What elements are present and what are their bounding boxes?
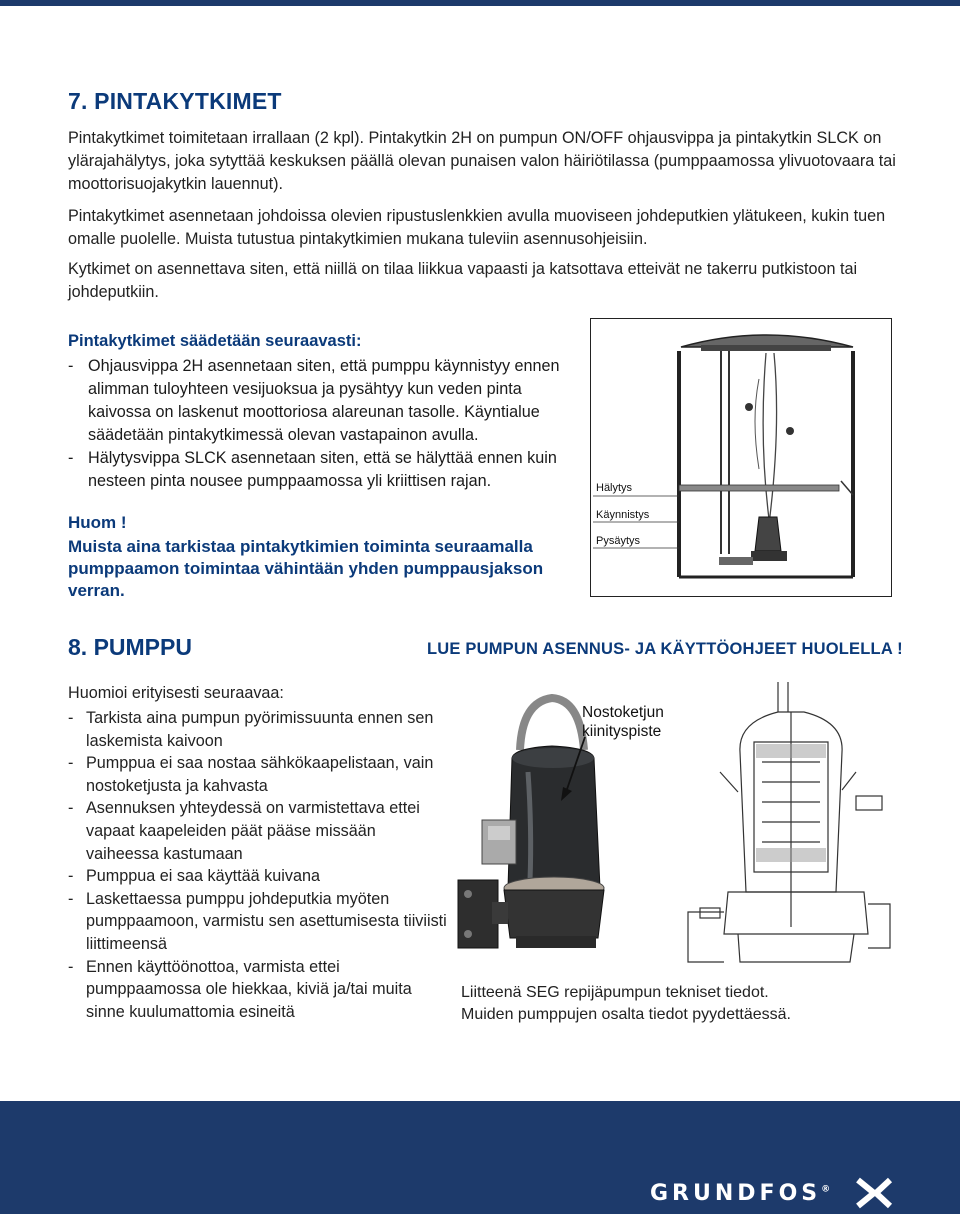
well-illustration <box>591 319 891 595</box>
callout-line: Nostoketjun <box>582 704 664 721</box>
adjustment-item-text: Hälytysvippa SLCK asennetaan siten, että se hälyttää ennen kuin nesteen pinta nousee pumppaamossa yli kriittisen rajan. <box>88 449 557 490</box>
top-accent-bar <box>0 0 960 6</box>
float-switch-diagram <box>590 318 892 597</box>
pump-item-text: Tarkista aina pumpun pyörimissuunta ennen sen laskemista kaivoon <box>86 709 434 750</box>
list-item: - Tarkista aina pumpun pyörimissuunta ennen sen laskemista kaivoon <box>68 709 434 750</box>
note-title: Huom ! <box>68 513 127 532</box>
grundfos-x-icon <box>854 1176 894 1210</box>
section-7-paragraph-1: Pintakytkimet toimitetaan irrallaan (2 kpl). Pintakytkin 2H on pumpun ON/OFF ohjausvippa ja pintakytkin SLCK on ylärajahälytys, joka sytyttää keskuksen päällä olevan punaisen valon häiriötilassa (pumppaamossa ylivuotovaara tai moottorisuojakytkin lauennut). <box>68 129 896 193</box>
list-item: - Pumppua ei saa käyttää kuivana <box>68 867 320 886</box>
pump-item-text: Pumppua ei saa nostaa sähkökaapelistaan, vain nostoketjusta ja kahvasta <box>86 754 434 795</box>
grundfos-logo <box>650 1181 830 1206</box>
pump-item-text: Ennen käyttöönottoa, varmista ettei pumppaamossa ole hiekkaa, kiviä ja/tai muita sinne kuulumattomia esineitä <box>86 957 412 1021</box>
adjustment-item-text: Ohjausvippa 2H asennetaan siten, että pumppu käynnistyy ennen alimman tuloyhteen vesijuoksua ja pysähtyy kun veden pinta kaivossa on laskenut moottoriosa alareunan tasolle. Käyntialue säädetään pintakytkimessä olevan vastapainon avulla. <box>88 357 560 444</box>
list-item: - Pumppua ei saa nostaa sähkökaapelistaan, vain nostoketjusta ja kahvasta <box>68 754 434 795</box>
pump-item-text: Pumppua ei saa käyttää kuivana <box>86 867 320 886</box>
callout-line: kiinityspiste <box>582 723 662 740</box>
registered-mark: ® <box>821 1184 831 1195</box>
list-item: - Asennuksen yhteydessä on varmistettava ettei vapaat kaapeleiden päät pääse missään vaiheessa kastumaan <box>68 799 420 863</box>
pump-intro: Huomioi erityisesti seuraavaa: <box>68 684 284 702</box>
level-label-alarm: Hälytys <box>596 482 633 494</box>
note-body: Muista aina tarkistaa pintakytkimien toiminta seuraamalla pumppaamon toimintaa vähintään yhden pumppausjakson verran. <box>68 537 544 600</box>
logo-text: GRUNDFOS <box>650 1181 822 1206</box>
caption-line: Liitteenä SEG repijäpumpun tekniset tiedot. <box>461 984 769 1001</box>
pump-cross-section-drawing <box>628 672 900 972</box>
list-item: - Laskettaessa pumppu johdeputkia myöten pumppaamoon, varmistu sen asettumisesta tiiviisti liittimeensä <box>68 889 447 953</box>
pump-checklist <box>68 707 448 1023</box>
callout-arrow-icon <box>555 735 595 805</box>
list-item: - Hälytysvippa SLCK asennetaan siten, että se hälyttää ennen kuin nesteen pinta nousee pumppaamossa yli kriittisen rajan. <box>68 449 557 490</box>
list-item: - Ohjausvippa 2H asennetaan siten, että pumppu käynnistyy ennen alimman tuloyhteen vesijuoksua ja pysähtyy kun veden pinta kaivossa on laskenut moottoriosa alareunan tasolle. Käyntialue säädetään pintakytkimessä olevan vastapainon avulla. <box>68 357 560 444</box>
figure-caption <box>461 982 791 1026</box>
section-7-paragraph-3: Kytkimet on asennettava siten, että niillä on tilaa liikkua vapaasti ja katsottava etteivät ne takerru putkistoon tai johdeputkiin. <box>68 260 858 301</box>
section-7-title: 7. PINTAKYTKIMET <box>68 88 282 114</box>
note-box <box>68 512 578 602</box>
level-label-start: Käynnistys <box>596 509 650 521</box>
caption-line: Muiden pumppujen osalta tiedot pyydettäessä. <box>461 1006 791 1023</box>
level-label-stop: Pysäytys <box>596 535 641 547</box>
section-7-paragraph-2: Pintakytkimet asennetaan johdoissa olevien ripustuslenkkien avulla muoviseen johdeputkien ylätukeen, kukin tuen omalle puolelle. Muista tutustua pintakytkimien mukana tuleviin asennusohjeisiin. <box>68 207 886 248</box>
section-8-title: 8. PUMPPU <box>68 634 192 660</box>
list-item: - Ennen käyttöönottoa, varmista ettei pumppaamossa ole hiekkaa, kiviä ja/tai muita sinne kuulumattomia esineitä <box>68 957 412 1021</box>
pump-warning-heading: LUE PUMPUN ASENNUS- JA KÄYTTÖOHJEET HUOLELLA ! <box>427 640 903 658</box>
adjustment-list <box>68 355 568 493</box>
pump-item-text: Laskettaessa pumppu johdeputkia myöten pumppaamoon, varmistu sen asettumisesta tiiviisti liittimeensä <box>86 889 447 953</box>
pump-item-text: Asennuksen yhteydessä on varmistettava ettei vapaat kaapeleiden päät pääse missään vaiheessa kastumaan <box>86 799 420 863</box>
adjustment-heading: Pintakytkimet säädetään seuraavasti: <box>68 332 362 350</box>
